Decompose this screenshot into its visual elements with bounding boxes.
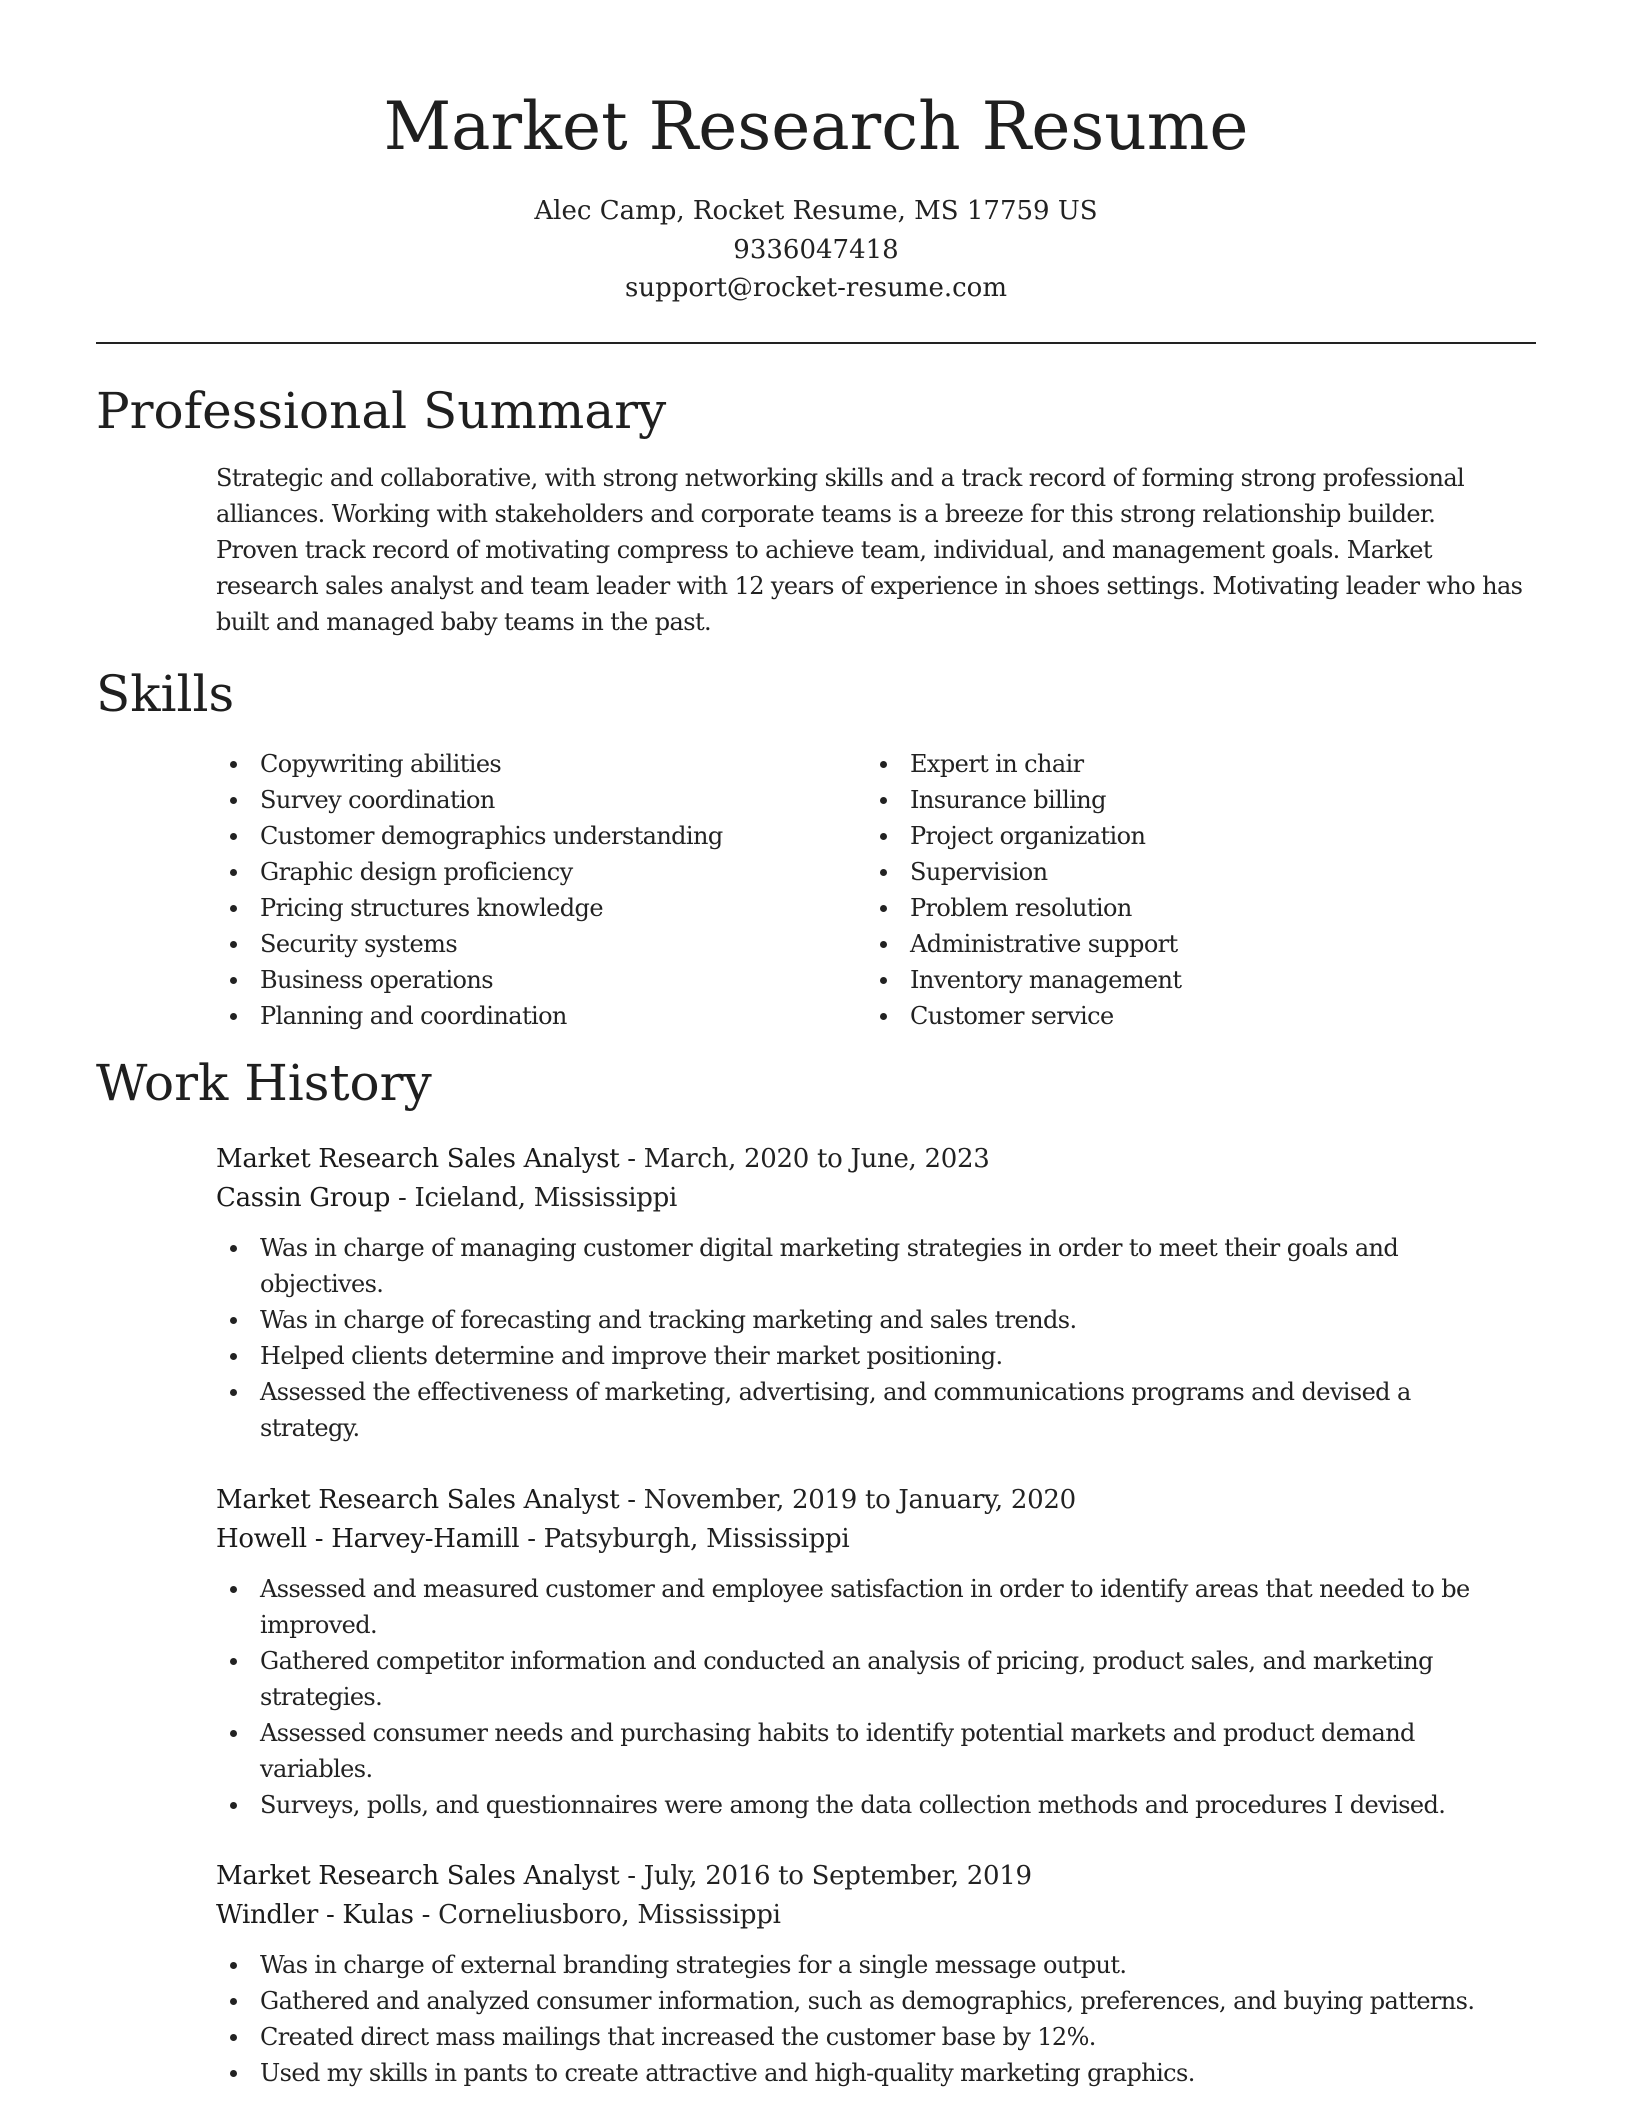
- job-company: Windler - Kulas: [216, 1899, 414, 1930]
- job-title: Market Research Sales Analyst: [216, 1485, 620, 1515]
- skill-item: Survey coordination: [216, 782, 723, 818]
- job-bullet: Was in charge of managing customer digital marketing strategies in order to meet their goals and objectives.: [216, 1230, 1495, 1302]
- summary-line: alliances. Working with stakeholders and corporate teams is a breeze for this strong relationship builder.: [216, 500, 1436, 528]
- skill-item: Inventory management: [866, 962, 1181, 998]
- summary-text: [216, 460, 1546, 640]
- skill-item: Business operations: [216, 962, 723, 998]
- job-location: Corneliusboro, Mississippi: [438, 1899, 781, 1930]
- job-bullets: [216, 1571, 1546, 1823]
- resume-title: Market Research Resume: [383, 88, 1249, 165]
- skills-list-left: [216, 746, 723, 1034]
- job-bullet: Created direct mass mailings that increased the customer base by 12%.: [216, 2019, 1495, 2055]
- contact-info: [96, 192, 1536, 308]
- job-bullets: [216, 1947, 1546, 2091]
- job-bullet: Was in charge of external branding strategies for a single message output.: [216, 1947, 1495, 1983]
- summary-heading: Professional Summary: [96, 382, 667, 440]
- job-bullet: Gathered competitor information and conducted an analysis of pricing, product sales, and marketing strategies.: [216, 1643, 1495, 1715]
- contact-phone: 9336047418: [733, 234, 899, 265]
- job-bullet: Assessed and measured customer and employee satisfaction in order to identify areas that needed to be improved.: [216, 1571, 1495, 1643]
- header-divider: [96, 342, 1536, 344]
- skill-item: Planning and coordination: [216, 998, 723, 1034]
- skill-item: Expert in chair: [866, 746, 1181, 782]
- job-company-line: Windler - Kulas - Corneliusboro, Mississippi: [216, 1899, 781, 1930]
- job-location: Icieland, Mississippi: [414, 1182, 677, 1213]
- skill-item: Insurance billing: [866, 782, 1181, 818]
- skill-item: Security systems: [216, 926, 723, 962]
- skills-heading: Skills: [96, 665, 235, 723]
- job-entry: [216, 1140, 1546, 1446]
- job-bullet: Surveys, polls, and questionnaires were among the data collection methods and procedures I devised.: [216, 1787, 1495, 1823]
- job-bullet: Assessed the effectiveness of marketing, advertising, and communications programs and devised a strategy.: [216, 1374, 1495, 1446]
- skill-item: Project organization: [866, 818, 1181, 854]
- contact-email: support@rocket-resume.com: [624, 273, 1007, 303]
- skill-item: Copywriting abilities: [216, 746, 723, 782]
- job-title-line: Market Research Sales Analyst - March, 2020 to June, 2023: [216, 1144, 990, 1174]
- job-title: Market Research Sales Analyst: [216, 1861, 620, 1891]
- job-bullet: Was in charge of forecasting and tracking marketing and sales trends.: [216, 1302, 1495, 1338]
- skill-item: Problem resolution: [866, 890, 1181, 926]
- job-title-line: Market Research Sales Analyst - November, 2019 to January, 2020: [216, 1485, 1076, 1515]
- skill-item: Graphic design proficiency: [216, 854, 723, 890]
- job-bullet: Assessed consumer needs and purchasing habits to identify potential markets and product demand variables.: [216, 1715, 1495, 1787]
- job-entry: [216, 1857, 1546, 2091]
- job-dates: March, 2020 to June, 2023: [643, 1144, 990, 1174]
- job-entry: [216, 1481, 1546, 1823]
- job-title-line: Market Research Sales Analyst - July, 2016 to September, 2019: [216, 1861, 1032, 1891]
- job-location: Patsyburgh, Mississippi: [543, 1523, 850, 1554]
- job-company: Cassin Group: [216, 1182, 391, 1213]
- job-company-line: Howell - Harvey-Hamill - Patsyburgh, Mississippi: [216, 1523, 850, 1554]
- skill-item: Pricing structures knowledge: [216, 890, 723, 926]
- skill-item: Supervision: [866, 854, 1181, 890]
- job-dates: November, 2019 to January, 2020: [643, 1485, 1076, 1515]
- job-title: Market Research Sales Analyst: [216, 1144, 620, 1174]
- job-dates: July, 2016 to September, 2019: [643, 1861, 1032, 1891]
- skill-item: Customer service: [866, 998, 1181, 1034]
- summary-line: Proven track record of motivating compress to achieve team, individual, and management goals. Market: [216, 536, 1432, 564]
- skills-list-right: [866, 746, 1181, 1034]
- job-bullet: Gathered and analyzed consumer information, such as demographics, preferences, and buying patterns.: [216, 1983, 1495, 2019]
- job-company-line: Cassin Group - Icieland, Mississippi: [216, 1182, 677, 1213]
- skill-item: Customer demographics understanding: [216, 818, 723, 854]
- summary-line: Strategic and collaborative, with strong networking skills and a track record of forming strong professional: [216, 464, 1465, 492]
- contact-address: Alec Camp, Rocket Resume, MS 17759 US: [534, 196, 1098, 226]
- summary-line: research sales analyst and team leader with 12 years of experience in shoes settings. Motivating leader who has: [216, 572, 1523, 600]
- skill-item: Administrative support: [866, 926, 1181, 962]
- summary-line: built and managed baby teams in the past.: [216, 608, 712, 636]
- work-history-heading: Work History: [96, 1054, 432, 1112]
- job-bullets: [216, 1230, 1546, 1446]
- job-company: Howell - Harvey-Hamill: [216, 1523, 520, 1554]
- job-bullet: Helped clients determine and improve their market positioning.: [216, 1338, 1495, 1374]
- job-bullet: Used my skills in pants to create attractive and high-quality marketing graphics.: [216, 2055, 1495, 2091]
